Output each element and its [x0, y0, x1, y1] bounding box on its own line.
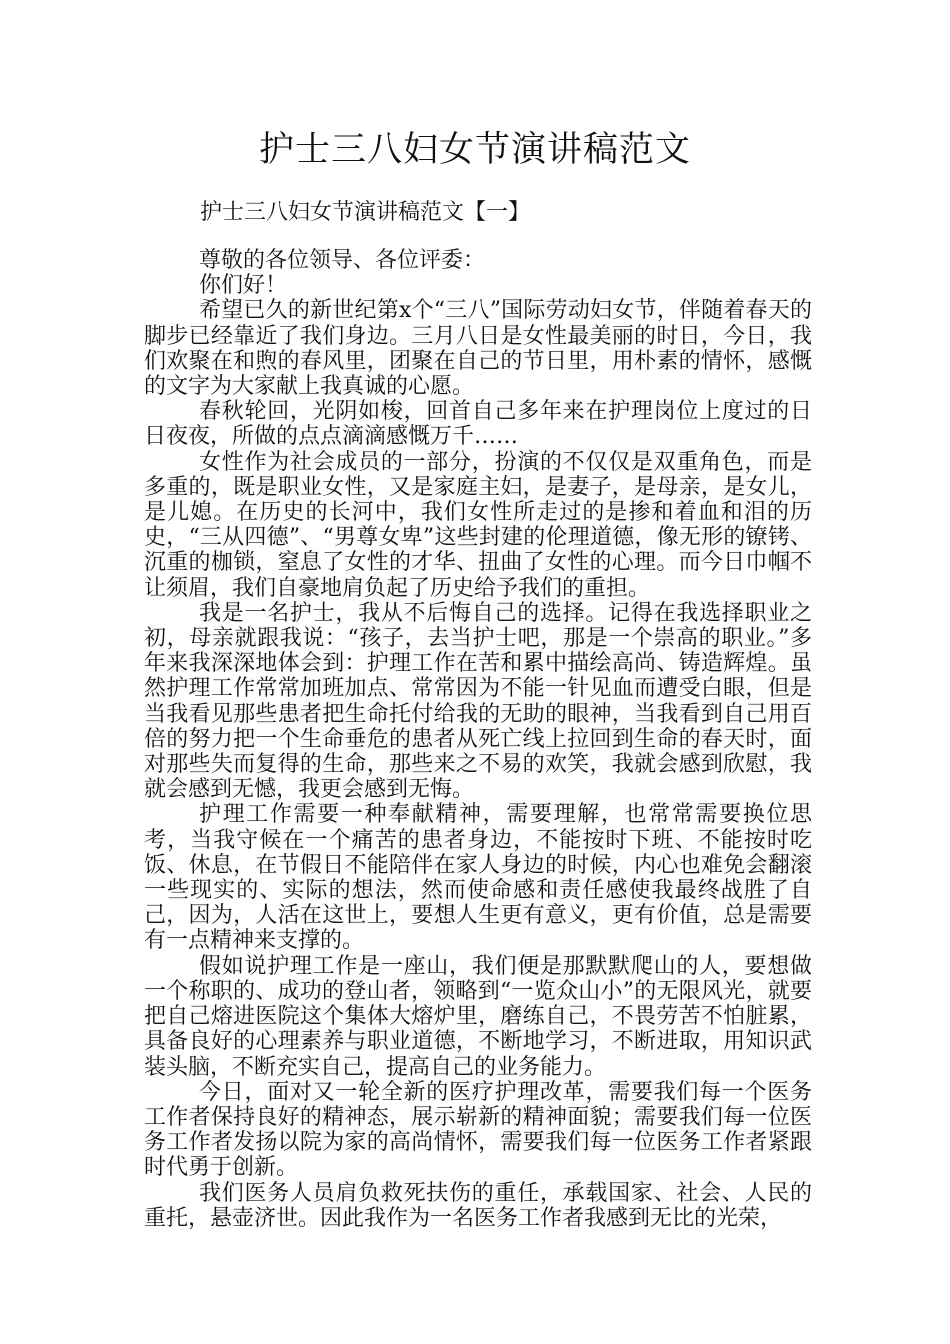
body-paragraph: 假如说护理工作是一座山，我们便是那默默爬山的人，要想做一个称职的、成功的登山者，领略到“一览众山小”的无限风光，就要把自己熔进医院这个集体大熔炉里，磨练自己，不畏劳苦不怕脏累，具备良好的心理素养与职业道德，不断地学习，不断进取，用知识武装头脑，不断充实自己，提高自己的业务能力。 [144, 953, 812, 1080]
body-paragraph: 我们医务人员肩负救死扶伤的重任，承载国家、社会、人民的重托，悬壶济世。因此我作为一名医务工作者我感到无比的光荣， [144, 1180, 812, 1231]
section-heading: 护士三八妇女节演讲稿范文【一】 [200, 200, 531, 225]
greeting: 你们好！ [199, 273, 288, 299]
body-paragraph: 春秋轮回，光阴如梭，回首自己多年来在护理岗位上度过的日日夜夜，所做的点点滴滴感慨万千…… [144, 399, 812, 450]
body-paragraph: 今日，面对又一轮全新的医疗护理改革，需要我们每一个医务工作者保持良好的精神态，展示崭新的精神面貌；需要我们每一位医务工作者发扬以院为家的高尚情怀，需要我们每一位医务工作者紧跟时代勇于创新。 [144, 1079, 812, 1181]
body-paragraph: 希望已久的新世纪第x个“三八”国际劳动妇女节，伴随着春天的脚步已经靠近了我们身边。三月八日是女性最美丽的时日，今日，我们欢聚在和煦的春风里，团聚在自己的节日里，用朴素的情怀，感慨的文字为大家献上我真诚的心愿。 [144, 298, 812, 400]
body-paragraph: 护理工作需要一种奉献精神，需要理解，也常常需要换位思考，当我守候在一个痛苦的患者身边，不能按时下班、不能按时吃饭、休息，在节假日不能陪伴在家人身边的时候，内心也难免会翻滚一些现实的、实际的想法，然而使命感和责任感使我最终战胜了自己，因为，人活在这世上，要想人生更有意义，更有价值，总是需要有一点精神来支撑的。 [144, 802, 812, 954]
body-paragraph: 女性作为社会成员的一部分，扮演的不仅仅是双重角色，而是多重的，既是职业女性，又是家庭主妇，是妻子，是母亲，是女儿，是儿媳。在历史的长河中，我们女性所走过的是掺和着血和泪的历史，“三从四德”、“男尊女卑”这些封建的伦理道德，像无形的镣铐、沉重的枷锁，窒息了女性的才华、扭曲了女性的心理。而今日巾帼不让须眉，我们自豪地肩负起了历史给予我们的重担。 [144, 449, 812, 601]
document-body [144, 248, 812, 1231]
document-title: 护士三八妇女节演讲稿范文 [258, 130, 691, 170]
body-paragraph: 我是一名护士，我从不后悔自己的选择。记得在我选择职业之初，母亲就跟我说：“孩子，去当护士吧，那是一个崇高的职业。”多年来我深深地体会到：护理工作在苦和累中描绘高尚、铸造辉煌。虽然护理工作常常加班加点、常常因为不能一针见血而遭受白眼，但是当我看见那些患者把生命托付给我的无助的眼神，当我看到自己用百倍的努力把一个生命垂危的患者从死亡线上拉回到生命的春天时，面对那些失而复得的生命，那些来之不易的欢笑，我就会感到欣慰，我就会感到无憾，我更会感到无悔。 [144, 600, 812, 803]
salutation: 尊敬的各位领导、各位评委： [199, 248, 486, 273]
